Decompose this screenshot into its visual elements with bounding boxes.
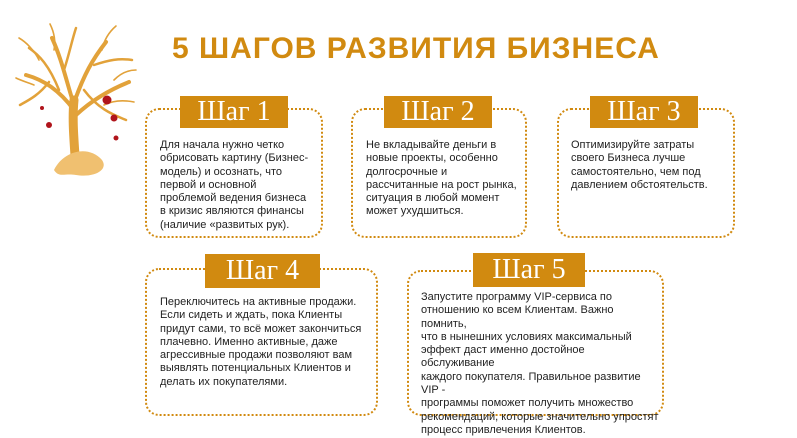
step-label-5: Шаг 5 bbox=[473, 253, 585, 287]
golden-tree-icon bbox=[14, 20, 139, 180]
step-label-1: Шаг 1 bbox=[180, 96, 288, 128]
step-text-1: Для начала нужно четко обрисовать картину (Бизнес- модель) и осознать, что первой и основной проблемой ведения бизнеса в кризис являются финансы (наличие «развитых рук). bbox=[160, 139, 309, 231]
step-text-4: Переключитесь на активные продажи. Если сидеть и ждать, пока Клиенты придут сами, то всё может закончиться плачевно. Именно активные, даже агрессивные продажи позволяют вам выявлять потенциальных Клиентов и делать их покупателями. bbox=[160, 296, 362, 388]
step-label-2: Шаг 2 bbox=[384, 96, 492, 128]
step-text-3: Оптимизируйте затраты своего Бизнеса лучше самостоятельно, чем под давлением обстоятельств. bbox=[571, 139, 708, 191]
step-label-3: Шаг 3 bbox=[590, 96, 698, 128]
step-text-2: Не вкладывайте деньги в новые проекты, особенно долгосрочные и рассчитанные на рост рынка, ситуация в любой момент может ухудшиться. bbox=[366, 139, 517, 218]
step-text-5: Запустите программу VIP-сервиса по отношению ко всем Клиентам. Важно помнить, что в нынешних условиях максимальный эффект даст именно достойное обслуживание каждого покупателя. Правильное развитие VIP - программы поможет получить множество рекомендаций, которые значительно упростят процесс привлечения Клиентов. bbox=[421, 291, 659, 436]
page-title: 5 ШАГОВ РАЗВИТИЯ БИЗНЕСА bbox=[172, 32, 660, 65]
step-label-4: Шаг 4 bbox=[205, 254, 320, 288]
